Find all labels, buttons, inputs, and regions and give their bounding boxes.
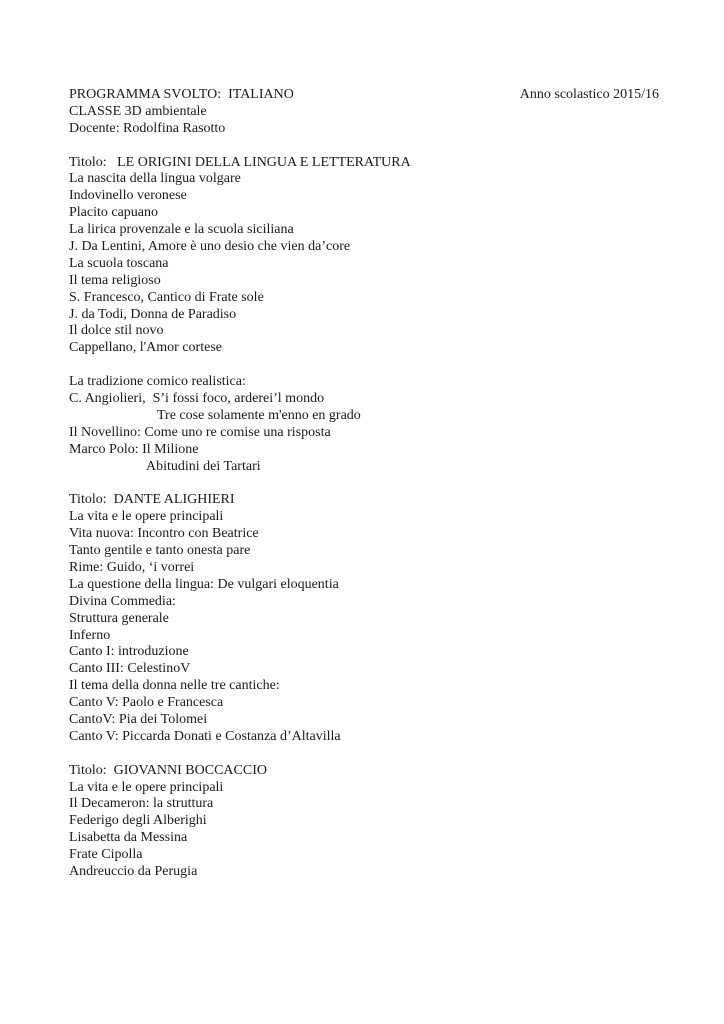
list-item: Inferno <box>69 627 111 643</box>
class-label: CLASSE 3D ambientale <box>69 103 207 119</box>
list-item: Il Novellino: Come uno re comise una risposta <box>69 424 331 440</box>
list-item-indented: Tre cose solamente m'enno en grado <box>157 407 361 423</box>
list-item: Placito capuano <box>69 205 159 221</box>
list-item: Federigo degli Alberighi <box>69 813 207 829</box>
list-item-indented: Abitudini dei Tartari <box>146 458 261 474</box>
list-item: Canto III: CelestinoV <box>69 661 191 677</box>
list-item: S. Francesco, Cantico di Frate sole <box>69 289 264 305</box>
header-row <box>69 87 659 104</box>
document-body <box>69 87 659 881</box>
spacer <box>69 476 659 493</box>
school-year: Anno scolastico 2015/16 <box>519 87 659 102</box>
program-title: PROGRAMMA SVOLTO: ITALIANO <box>69 87 294 102</box>
list-item: Il Decameron: la struttura <box>69 796 214 812</box>
spacer <box>69 138 659 155</box>
spacer <box>69 746 659 763</box>
section-title-boccaccio: Titolo: GIOVANNI BOCCACCIO <box>69 762 267 778</box>
list-item: Il tema della donna nelle tre cantiche: <box>69 678 280 694</box>
list-item: La questione della lingua: De vulgari eloquentia <box>69 576 339 592</box>
list-item: Marco Polo: Il Milione <box>69 441 199 457</box>
list-item: La vita e le opere principali <box>69 509 224 525</box>
list-item: J. da Todi, Donna de Paradiso <box>69 306 237 322</box>
list-item: Lisabetta da Messina <box>69 830 188 846</box>
list-item: La scuola toscana <box>69 255 169 271</box>
list-item: C. Angiolieri, S’i fossi foco, arderei’l mondo <box>69 391 325 407</box>
list-item: J. Da Lentini, Amore è uno desio che vien da’core <box>69 239 351 255</box>
list-item: Il dolce stil novo <box>69 323 164 339</box>
list-item: La vita e le opere principali <box>69 779 224 795</box>
list-item: Divina Commedia: <box>69 593 176 609</box>
spacer <box>69 357 659 374</box>
list-item: Andreuccio da Perugia <box>69 863 198 879</box>
list-item: CantoV: Pia dei Tolomei <box>69 711 208 727</box>
list-item: Indovinello veronese <box>69 188 187 204</box>
list-item: Cappellano, l'Amor cortese <box>69 340 222 356</box>
list-item: Canto V: Paolo e Francesca <box>69 695 224 711</box>
list-item: La lirica provenzale e la scuola siciliana <box>69 222 294 238</box>
subsection-heading-comico: La tradizione comico realistica: <box>69 374 246 390</box>
section-title-origini: Titolo: LE ORIGINI DELLA LINGUA E LETTERATURA <box>69 154 411 170</box>
list-item: La nascita della lingua volgare <box>69 171 241 187</box>
list-item: Il tema religioso <box>69 272 161 288</box>
list-item: Rime: Guido, ‘i vorrei <box>69 559 195 575</box>
list-item: Canto V: Piccarda Donati e Costanza d’Altavilla <box>69 728 341 744</box>
list-item: Tanto gentile e tanto onesta pare <box>69 543 251 559</box>
list-item: Frate Cipolla <box>69 847 143 863</box>
list-item: Canto I: introduzione <box>69 644 189 660</box>
list-item: Struttura generale <box>69 610 169 626</box>
teacher-label: Docente: Rodolfina Rasotto <box>69 120 226 136</box>
section-title-dante: Titolo: DANTE ALIGHIERI <box>69 492 235 508</box>
list-item: Vita nuova: Incontro con Beatrice <box>69 526 259 542</box>
